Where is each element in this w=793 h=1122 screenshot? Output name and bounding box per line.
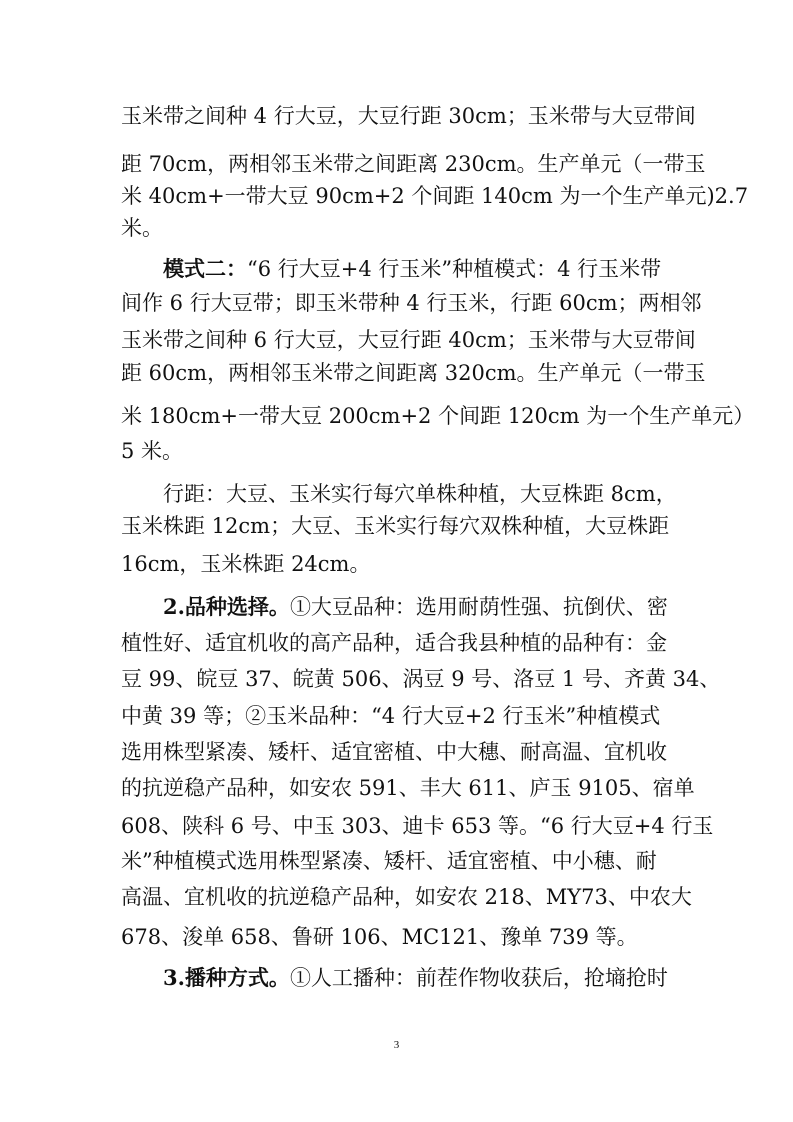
text-line: 距 60cm，两相邻玉米带之间距离 320cm。生产单元（一带玉 — [121, 361, 706, 385]
text-line: 米”种植模式选用株型紧凑、矮杆、适宜密植、中小穗、耐 — [121, 849, 657, 873]
text-line: 5 米。 — [121, 439, 184, 463]
variety-selection-heading: 2.品种选择。 — [163, 594, 290, 619]
text-line: 608、陕科 6 号、中玉 303、迪卡 653 等。“6 行大豆+4 行玉 — [121, 814, 714, 838]
text-span: ①大豆品种：选用耐荫性强、抗倒伏、密 — [289, 595, 668, 619]
mode-two-heading: 模式二： — [163, 256, 247, 281]
text-line: 玉米带之间种 4 行大豆，大豆行距 30cm；玉米带与大豆带间 — [121, 104, 696, 128]
sowing-method-first-line — [163, 963, 723, 993]
text-line: 间作 6 行大豆带；即玉米带种 4 行玉米，行距 60cm；两相邻 — [121, 291, 702, 315]
text-line: 16cm，玉米株距 24cm。 — [121, 552, 371, 576]
text-line: 米。 — [121, 216, 163, 240]
text-line: 高温、宜机收的抗逆稳产品种，如安农 218、MY73、中农大 — [121, 885, 692, 909]
text-line: 距 70cm，两相邻玉米带之间距离 230cm。生产单元（一带玉 — [121, 152, 706, 176]
sowing-method-heading: 3.播种方式。 — [163, 965, 290, 990]
text-span: “6 行大豆+4 行玉米”种植模式：4 行玉米带 — [247, 257, 662, 281]
text-line: 米 180cm+一带大豆 200cm+2 个间距 120cm 为一个生产单元） — [121, 404, 755, 428]
text-span: ①人工播种：前茬作物收获后，抢墒抢时 — [289, 966, 668, 990]
mode-two-first-line — [163, 254, 723, 284]
text-line: 米 40cm+一带大豆 90cm+2 个间距 140cm 为一个生产单元)2.7 — [121, 184, 749, 208]
text-line: 的抗逆稳产品种，如安农 591、丰大 611、庐玉 9105、宿单 — [121, 776, 695, 800]
text-line: 选用株型紧凑、矮杆、适宜密植、中大穗、耐高温、宜机收 — [121, 740, 667, 764]
page-number: 3 — [393, 1039, 400, 1051]
text-line: 豆 99、皖豆 37、皖黄 506、涡豆 9 号、洛豆 1 号、齐黄 34、 — [121, 667, 721, 691]
text-line: 行距：大豆、玉米实行每穴单株种植，大豆株距 8cm， — [163, 482, 677, 506]
text-line: 678、浚单 658、鲁研 106、MC121、豫单 739 等。 — [121, 925, 638, 949]
text-line: 中黄 39 等；②玉米品种：“4 行大豆+2 行玉米”种植模式 — [121, 704, 661, 728]
variety-selection-first-line — [163, 592, 723, 622]
text-line: 玉米株距 12cm；大豆、玉米实行每穴双株种植，大豆株距 — [121, 514, 670, 538]
text-line: 植性好、适宜机收的高产品种，适合我县种植的品种有：金 — [121, 631, 667, 655]
text-line: 玉米带之间种 6 行大豆，大豆行距 40cm；玉米带与大豆带间 — [121, 328, 696, 352]
